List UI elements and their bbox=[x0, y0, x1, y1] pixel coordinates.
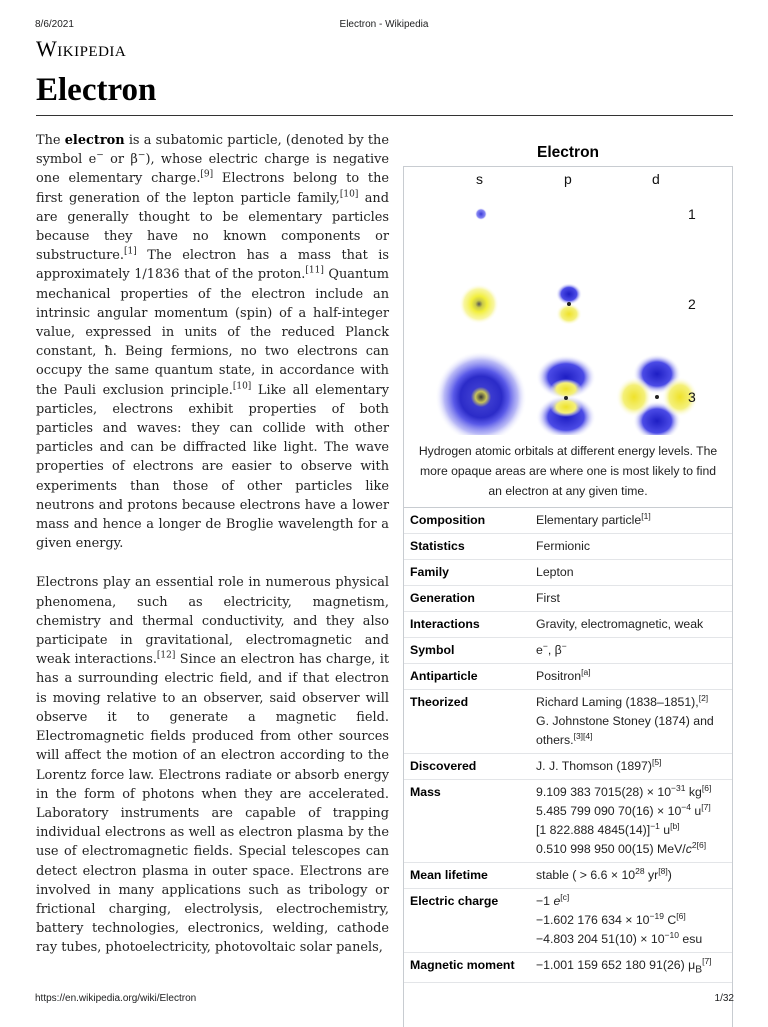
column-label-d: d bbox=[652, 171, 660, 187]
row-value[interactable]: Gravity, electromagnetic, weak bbox=[530, 612, 732, 638]
infobox-title: Electron bbox=[536, 144, 599, 161]
hydrogen-orbitals-figure bbox=[404, 167, 732, 435]
row-label: Electric charge bbox=[404, 889, 530, 953]
row-label: Antiparticle bbox=[404, 664, 530, 690]
row-value: Positron[a] bbox=[530, 664, 732, 690]
infobox-row-mean-lifetime bbox=[404, 863, 732, 889]
page-number: 1/32 bbox=[714, 993, 734, 1004]
row-value[interactable]: Lepton bbox=[530, 560, 732, 586]
infobox-row-discovered bbox=[404, 754, 732, 780]
page-title: Electron bbox=[36, 72, 157, 108]
row-label: Composition bbox=[404, 508, 530, 534]
intro-paragraph: The electron is a subatomic particle, (denoted by the symbol e− or β−), whose electric charge is negative one elementary charge.[9] Electrons belong to the first generation of the lepton particle family,[10] and are generally thought to be elementary particles because they have no known components or substructure.[1] The electron has a mass that is approximately 1/1836 that of the proton.[11] Quantum mechanical properties of the electron include an intrinsic angular momentum (spin) of a half-integer value, expressed in units of the reduced Planck constant, ħ. Being fermions, no two electrons can occupy the same quantum state, in accordance with the Pauli exclusion principle.[10] Like all elementary particles, electrons exhibit properties of both particles and waves: they can collide with other particles and can be diffracted like light. The wave properties of electrons are easier to observe with experiments than those of other particles like neutrons and protons because electrons have a lower mass and hence a longer de Broglie wavelength for a given energy. bbox=[36, 133, 390, 552]
infobox-row-composition bbox=[404, 508, 732, 534]
row-label: Mass bbox=[404, 780, 530, 863]
row-value: e−, β− bbox=[530, 638, 732, 664]
body-paragraph: Electrons play an essential role in numerous physical phenomena, such as electricity, magnetism, chemistry and thermal conductivity, and they also participate in gravitational, electromagnetic and weak interactions.[12] Since an electron has charge, it has a surrounding electric field, and if that electron is moving relative to an observer, said observer will observe it to generate a magnetic field. Electromagnetic fields produced from other sources will affect the motion of an electron according to the Lorentz force law. Electrons radiate or absorb energy in the form of photons when they are accelerated. Laboratory instruments are capable of trapping individual electrons as well as electron plasma by the use of electromagnetic fields. Special telescopes can detect electron plasma in outer space. Electrons are involved in many applications such as tribology or frictional charging, electrolysis, electrochemistry, battery technologies, electronics, welding, cathode ray tubes, photoelectricity, photovoltaic solar panels, bbox=[36, 575, 390, 956]
row-label: Mean lifetime bbox=[404, 863, 530, 889]
citation[interactable]: [12] bbox=[156, 650, 176, 661]
footer-url: https://en.wikipedia.org/wiki/Electron bbox=[35, 993, 197, 1004]
title-divider bbox=[36, 115, 733, 116]
orbital-2p bbox=[556, 283, 582, 325]
infobox-table bbox=[404, 508, 732, 983]
bold-term: electron bbox=[64, 133, 125, 148]
infobox bbox=[403, 140, 733, 1027]
row-label: Interactions bbox=[404, 612, 530, 638]
orbital-3d bbox=[616, 354, 698, 435]
row-value: J. J. Thomson (1897)[5] bbox=[530, 754, 732, 780]
article-body bbox=[36, 131, 389, 978]
orbital-2s bbox=[459, 284, 499, 324]
citation[interactable]: [11] bbox=[305, 266, 324, 277]
row-value: −1 e[c] −1.602 176 $634 \times 10^{-19}$ C[6] −4.803 204 $51(10) \times 10^{-10}$ esu bbox=[530, 889, 732, 953]
row-label: Magnetic moment bbox=[404, 953, 530, 983]
orbitals-image[interactable] bbox=[404, 167, 732, 435]
citation[interactable]: [10] bbox=[339, 189, 359, 200]
row-value: Richard Laming (1838–1851),[2] G. Johnstone Stoney (1874) and others.[3][4] bbox=[530, 690, 732, 754]
row-value: First bbox=[530, 586, 732, 612]
column-label-p: p bbox=[564, 171, 572, 187]
row-label: Discovered bbox=[404, 754, 530, 780]
print-date: 8/6/2021 bbox=[35, 19, 74, 30]
infobox-row-mass bbox=[404, 780, 732, 863]
print-page-title: Electron - Wikipedia bbox=[339, 19, 429, 30]
row-value: stable ( > $6.6 \times 10^{28}$ yr[8]) bbox=[530, 863, 732, 889]
infobox-row-electric-charge bbox=[404, 889, 732, 953]
row-value: Elementary particle[1] bbox=[530, 508, 732, 534]
wikipedia-wordmark[interactable]: Wikipedia bbox=[36, 36, 127, 61]
row-label: Statistics bbox=[404, 534, 530, 560]
infobox-frame bbox=[403, 166, 733, 1027]
infobox-row-family bbox=[404, 560, 732, 586]
infobox-row-interactions bbox=[404, 612, 732, 638]
row-value: −1.001 159 652 180 91(26) $\mu_B[7]$ bbox=[530, 953, 732, 983]
orbital-1s bbox=[475, 208, 487, 220]
orbital-3s bbox=[435, 351, 527, 435]
row-label: Generation bbox=[404, 586, 530, 612]
row-label: Family bbox=[404, 560, 530, 586]
row-label: Symbol bbox=[404, 638, 530, 664]
citation[interactable]: [1] bbox=[124, 246, 137, 257]
citation[interactable]: [9] bbox=[200, 170, 214, 181]
infobox-row-statistics bbox=[404, 534, 732, 560]
row-value[interactable]: Fermionic bbox=[530, 534, 732, 560]
row-label-3: 3 bbox=[688, 389, 696, 405]
image-caption: Hydrogen atomic orbitals at different energy levels. The more opaque areas are where one is most likely to find an electron at any given time. bbox=[404, 435, 732, 508]
infobox-row-symbol bbox=[404, 638, 732, 664]
infobox-row-magnetic-moment bbox=[404, 953, 732, 983]
column-label-s: s bbox=[476, 171, 483, 187]
row-label-2: 2 bbox=[688, 296, 696, 312]
infobox-row-generation bbox=[404, 586, 732, 612]
row-label: Theorized bbox=[404, 690, 530, 754]
infobox-row-theorized bbox=[404, 690, 732, 754]
orbital-3p bbox=[536, 355, 596, 435]
infobox-row-antiparticle bbox=[404, 664, 732, 690]
citation[interactable]: [10] bbox=[232, 381, 252, 392]
row-label-1: 1 bbox=[688, 206, 696, 222]
row-value: 9.109 383 $7015(28) \times 10^{-31}$ kg[6] 5.485 799 090 $70(16) \times 10^{-4}$ u[7] [1 822.888 4845(14)]$^{-1}$ u[b] 0.510 998 950 00(15) MeV/$c^{2[6]}$ bbox=[530, 780, 732, 863]
